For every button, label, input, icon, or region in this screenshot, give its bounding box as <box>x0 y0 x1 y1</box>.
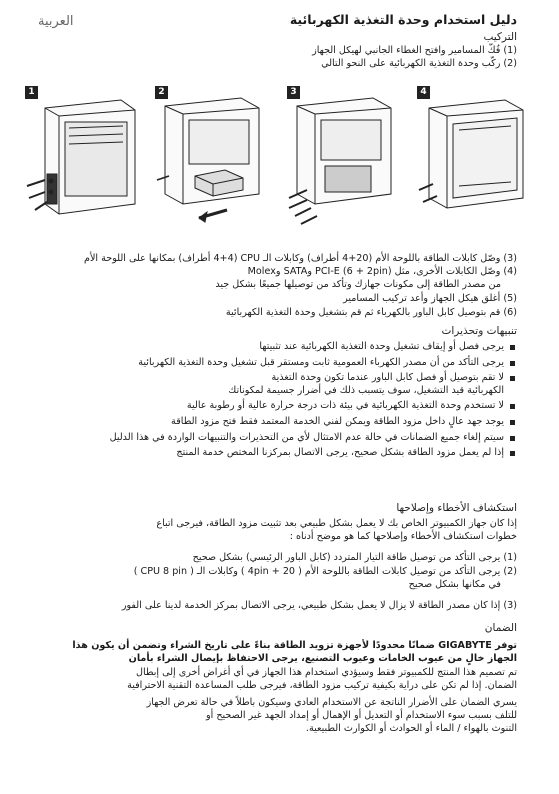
figure-3-number: 3 <box>287 86 300 99</box>
language-tag: العربية <box>38 14 74 29</box>
warranty-line-4: الضمان. إذا لم تكن على دراية بكيفية تركيب مزود الطاقة، فيرجى طلب المساعدة التقنية الاحترافية <box>127 680 517 691</box>
install-step-5: (5) أغلق هيكل الجهاز وأعد تركيب المسامير <box>343 293 517 304</box>
case-illustration-4 <box>417 86 531 236</box>
figure-1-number: 1 <box>25 86 38 99</box>
warranty-heading: الضمان <box>484 622 517 634</box>
warnings-heading: تنبيهات وتحذيرات <box>441 325 517 337</box>
troubleshooting-heading: استكشاف الأخطاء وإصلاحها <box>396 502 517 514</box>
warning-item: يرجى فصل أو إيقاف تشغيل وحدة التغذية الكهربائية عند تثبيتها <box>40 341 517 354</box>
warranty-line-3: تم تصميم هذا المنتج للكمبيوتر فقط وسيؤدي استخدام هذا الجهاز في أي أغراض أخرى إلى إبطال <box>135 667 517 678</box>
troubleshooting-step-1: (1) يرجى التأكد من توصيل طاقة التيار المتردد (كابل الباور الرئيسي) بشكل صحيح <box>192 552 517 563</box>
install-step-4-cont: من مصدر الطاقة إلى مكونات جهازك وتأكد من توصيلها جميعًا بشكل جيد <box>215 279 501 290</box>
warning-item: إذا لم يعمل مزود الطاقة بشكل صحيح، يرجى الاتصال بمركزنا المختص خدمة المنتج <box>40 447 517 460</box>
case-illustration-1 <box>25 86 139 236</box>
warranty-line-2: الجهاز خالٍ من عيوب الخامات وعيوب التصنيع، يرجى الاحتفاظ بإيصال الشراء بأمان <box>128 653 517 664</box>
figure-4-number: 4 <box>417 86 430 99</box>
warnings-list <box>40 341 517 460</box>
troubleshooting-intro-2: خطوات استكشاف الأخطاء وإصلاحها كما هو موضح أدناه : <box>289 531 517 542</box>
page-title: دليل استخدام وحدة التغذية الكهربائية <box>289 12 517 27</box>
warranty-line-5: يسري الضمان على الأضرار الناتجة عن الاستخدام العادي وسيكون باطلاً في حالة تعرض الجهاز <box>146 697 517 708</box>
warning-item: يوجد جهد عالٍ داخل مزود الطاقة ويمكن لفني الخدمة المعتمد فقط فتح مزود الطاقة <box>40 416 517 429</box>
troubleshooting-intro-1: إذا كان جهاز الكمبيوتر الخاص بك لا يعمل بشكل طبيعي بعد تثبيت مزود الطاقة، فيرجى اتباع <box>156 518 517 529</box>
install-step-1: (1) فُكّ المسامير وافتح الغطاء الجانبي لهيكل الجهاز <box>312 45 517 56</box>
figure-2-number: 2 <box>155 86 168 99</box>
install-step-6: (6) قم بتوصيل كابل الباور بالكهرباء ثم قم بتشغيل وحدة التغذية الكهربائية <box>225 307 517 318</box>
troubleshooting-step-2-cont: في مكانها بشكل صحيح <box>408 579 501 590</box>
case-illustration-3 <box>287 86 401 236</box>
warranty-line-1: توفر GIGABYTE ضمانًا محدودًا لأجهزة تزويد الطاقة بناءً على تاريخ الشراء وتضمن أن يكون هذا <box>72 640 517 651</box>
figure-3-fasten-screws <box>287 86 401 236</box>
troubleshooting-step-2: (2) يرجى التأكد من توصيل كابلات الطاقة باللوحة الأم ( 20 + 4pin ) وكابلات الـ ( CPU 8 pin ) <box>133 566 517 577</box>
warranty-line-6: للتلف بسبب سوء الاستخدام أو التعديل أو الإهمال أو إمداد الجهد غير الصحيح أو <box>205 710 517 721</box>
install-step-2: (2) ركّب وحدة التغذية الكهربائية على النحو التالي <box>321 58 517 69</box>
warning-item: سيتم إلغاء جميع الضمانات في حالة عدم الامتثال لأي من التحذيرات والتنبيهات الواردة في هذا الدليل <box>40 432 517 445</box>
warning-item: يرجى التأكد من أن مصدر الكهرباء العمومية ثابت ومستقر قبل تشغيل وحدة التغذية الكهربائية <box>40 357 517 370</box>
install-step-4: (4) وصّل الكابلات الأخرى، مثل PCI-E (6 + 2pin) وSATA وMolex <box>247 266 517 277</box>
troubleshooting-step-3: (3) إذا كان مصدر الطاقة لا يزال لا يعمل بشكل طبيعي، يرجى الاتصال بمركز الخدمة لدينا على الفور <box>121 600 517 611</box>
install-heading: التركيب <box>483 31 517 43</box>
install-step-3: (3) وصّل كابلات الطاقة باللوحة الأم (20+4 أطراف) وكابلات الـ CPU (4+4 أطراف) بمكانها على اللوحة الأم <box>84 253 517 264</box>
case-illustration-2 <box>155 86 269 236</box>
installation-illustrations <box>25 86 535 236</box>
warranty-line-7: التنوث بالهواء / الماء أو الحوادث أو الكوارث الطبيعية. <box>305 723 517 734</box>
warning-item: لا تستخدم وحدة التغذية الكهربائية في بيئة ذات درجة حرارة عالية أو رطوبة عالية <box>40 400 517 413</box>
figure-2-insert-psu <box>155 86 269 236</box>
figure-4-close-case <box>417 86 531 236</box>
warning-item: لا تقم بتوصيل أو فصل كابل الباور عندما تكون وحدة التغذية الكهربائية قيد التشغيل، سوف يتسبب ذلك في أضرار جسيمة لمكوناتك <box>40 372 517 397</box>
figure-1-case-side-screws <box>25 86 139 236</box>
